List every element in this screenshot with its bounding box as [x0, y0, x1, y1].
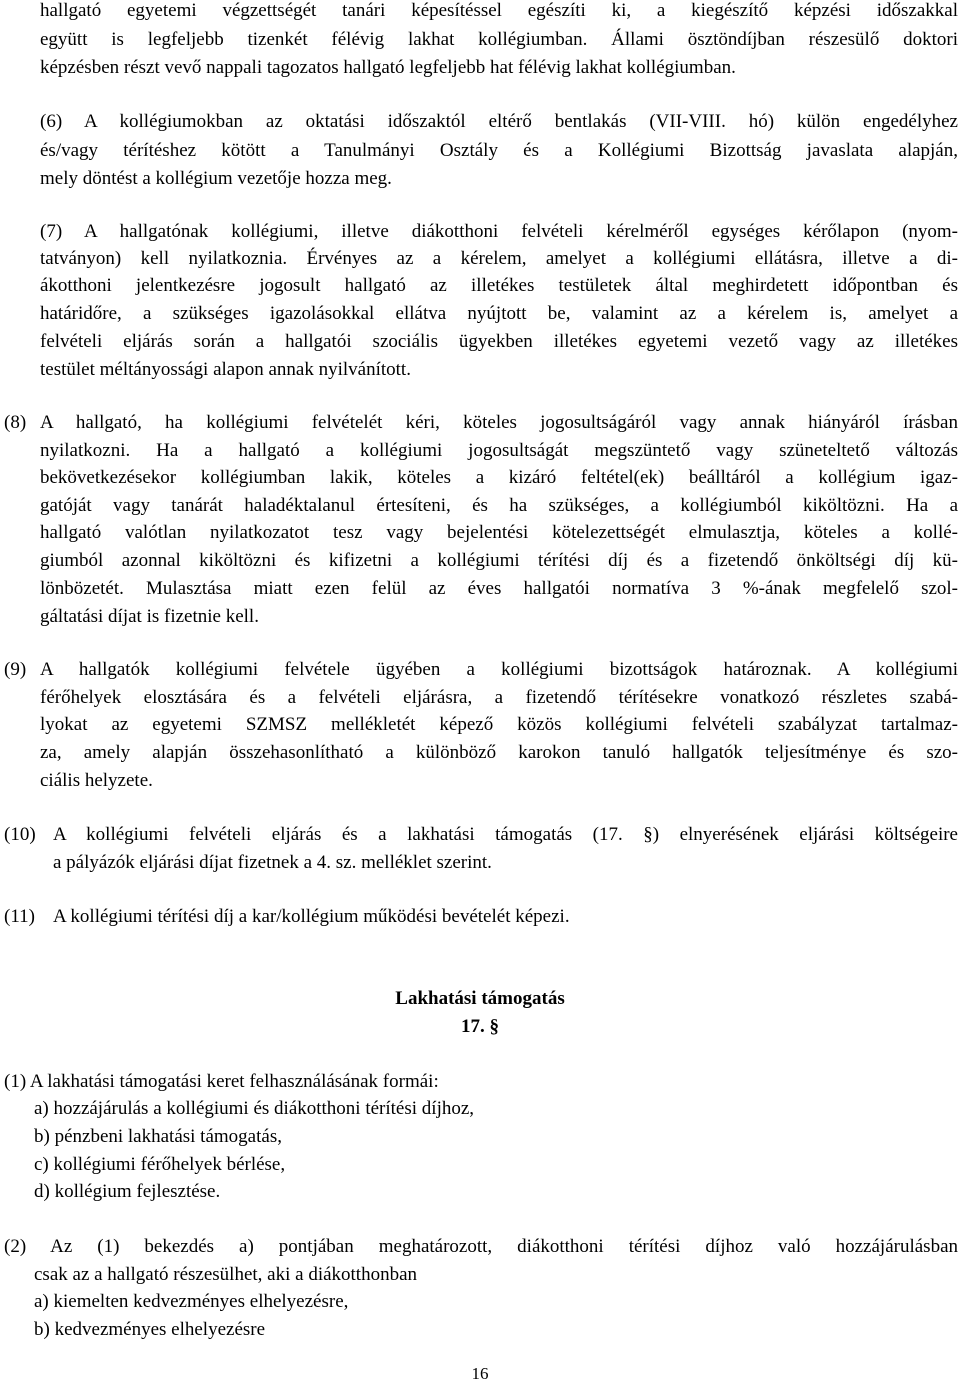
- list-item: b) pénzbeni lakhatási támogatás,: [34, 1126, 282, 1147]
- paragraph-9-line: lyokat az egyetemi SZMSZ mellékletét képező közös kollégiumi felvételi szabályzat tartalmaz-: [40, 714, 958, 735]
- paragraph-7-line: ákotthoni jelentkezésre jogosult hallgató az illetékes testületek által meghirdetett időpontban és: [40, 275, 958, 296]
- paragraph-8-number: (8): [4, 412, 27, 433]
- paragraph-7-line: (7) A hallgatónak kollégiumi, illetve diákotthoni felvételi kérelméről egységes kérőlapon (nyom-: [40, 221, 958, 242]
- paragraph-11-number: (11): [4, 906, 35, 927]
- paragraph-11-line: A kollégiumi térítési díj a kar/kollégium működési bevételét képezi.: [53, 906, 570, 927]
- paragraph-8-line: nyilatkozni. Ha a hallgató a kollégiumi jogosultságát megszüntető vagy szüneteltető változás: [40, 440, 958, 461]
- section-17-paragraph-2-line: (2) Az (1) bekezdés a) pontjában meghatározott, diákotthoni térítési díjhoz való hozzájárulásban: [4, 1236, 958, 1257]
- section-number: 17. §: [461, 1016, 499, 1037]
- list-item: c) kollégiumi férőhelyek bérlése,: [34, 1154, 286, 1175]
- paragraph-9-line: za, amely alapján összehasonlítható a különböző karokon tanuló hallgatók teljesítménye és szo-: [40, 742, 958, 763]
- paragraph-10-number: (10): [4, 824, 36, 845]
- paragraph-7-line: testület méltányossági alapon annak nyilvánított.: [40, 359, 411, 380]
- section-title: Lakhatási támogatás: [395, 988, 565, 1009]
- paragraph-6-line: mely döntést a kollégium vezetője hozza meg.: [40, 168, 392, 189]
- paragraph-8-line: gáltatási díjat is fizetnie kell.: [40, 606, 259, 627]
- section-17-paragraph-2-line: csak az a hallgató részesülhet, aki a diákotthonban: [34, 1264, 418, 1285]
- paragraph-8-line: gatóját vagy tanárát haladéktalanul értesíteni, és ha szükséges, a kollégiumból kiköltözni. Ha a: [40, 495, 958, 516]
- paragraph-8-line: A hallgató, ha kollégiumi felvételét kéri, köteles jogosultságáról vagy annak hiányáról írásban: [40, 412, 958, 433]
- text-line: hallgató egyetemi végzettségét tanári képesítéssel egészíti ki, a kiegészítő képzési időszakkal: [40, 0, 958, 21]
- list-item: b) kedvezményes elhelyezésre: [34, 1319, 266, 1340]
- paragraph-8-line: bekövetkezésekor kollégiumban lakik, köteles a kizáró feltétel(ek) beálltáról a kollégium igaz-: [40, 467, 958, 488]
- list-item: d) kollégium fejlesztése.: [34, 1181, 221, 1202]
- paragraph-6-line: és/vagy térítéshez kötött a Tanulmányi Osztály és a Kollégiumi Bizottság javaslata alapján,: [40, 140, 958, 161]
- paragraph-8-line: lönbözetét. Mulasztása miatt ezen felül az éves hallgatói normatíva 3 %-ának megfelelő szol-: [40, 578, 958, 599]
- paragraph-6-line: (6) A kollégiumokban az oktatási időszaktól eltérő bentlakás (VII-VIII. hó) külön engedélyhez: [40, 111, 958, 132]
- page-number: 16: [471, 1364, 489, 1383]
- section-17-paragraph-1: (1) A lakhatási támogatási keret felhasználásának formái:: [4, 1071, 439, 1092]
- paragraph-10-line: a pályázók eljárási díjat fizetnek a 4. sz. melléklet szerint.: [53, 852, 492, 873]
- text-line: együtt is legfeljebb tizenkét félévig lakhat kollégiumban. Állami ösztöndíjban részesülő doktori: [40, 29, 958, 50]
- paragraph-7-line: tatványon) kell nyilatkoznia. Érvényes az a kérelem, amelyet a kollégiumi ellátásra, illetve a di-: [40, 248, 958, 269]
- paragraph-9-number: (9): [4, 659, 27, 680]
- list-item: a) kiemelten kedvezményes elhelyezésre,: [34, 1291, 349, 1312]
- list-item: a) hozzájárulás a kollégiumi és diákotthoni térítési díjhoz,: [34, 1098, 475, 1119]
- paragraph-9-line: férőhelyek elosztására és a felvételi eljárásra, a fizetendő térítésekre vonatkozó részletes szabá-: [40, 687, 958, 708]
- paragraph-9-line: ciális helyzete.: [40, 770, 153, 791]
- paragraph-8-line: hallgató valótlan nyilatkozatot tesz vagy bejelentési kötelezettségét elmulasztja, köteles a kollé-: [40, 522, 958, 543]
- paragraph-7-line: felvételi eljárás során a hallgatói szociális ügyekben illetékes egyetemi vezető vagy az illetékes: [40, 331, 958, 352]
- paragraph-7-line: határidőre, a szükséges igazolásokkal ellátva nyújtott be, valamint az a kérelem is, amelyet a: [40, 303, 958, 324]
- text-line: képzésben részt vevő nappali tagozatos hallgató legfeljebb hat félévig lakhat kollégiumban.: [40, 57, 736, 78]
- paragraph-8-line: giumból azonnal kiköltözni és kifizetni a kollégiumi térítési díj és a fizetendő önköltségi díj kü-: [40, 550, 958, 571]
- paragraph-10-line: A kollégiumi felvételi eljárás és a lakhatási támogatás (17. §) elnyerésének eljárási költségeire: [53, 824, 958, 845]
- paragraph-9-line: A hallgatók kollégiumi felvétele ügyében a kollégiumi bizottságok határoznak. A kollégiumi: [40, 659, 958, 680]
